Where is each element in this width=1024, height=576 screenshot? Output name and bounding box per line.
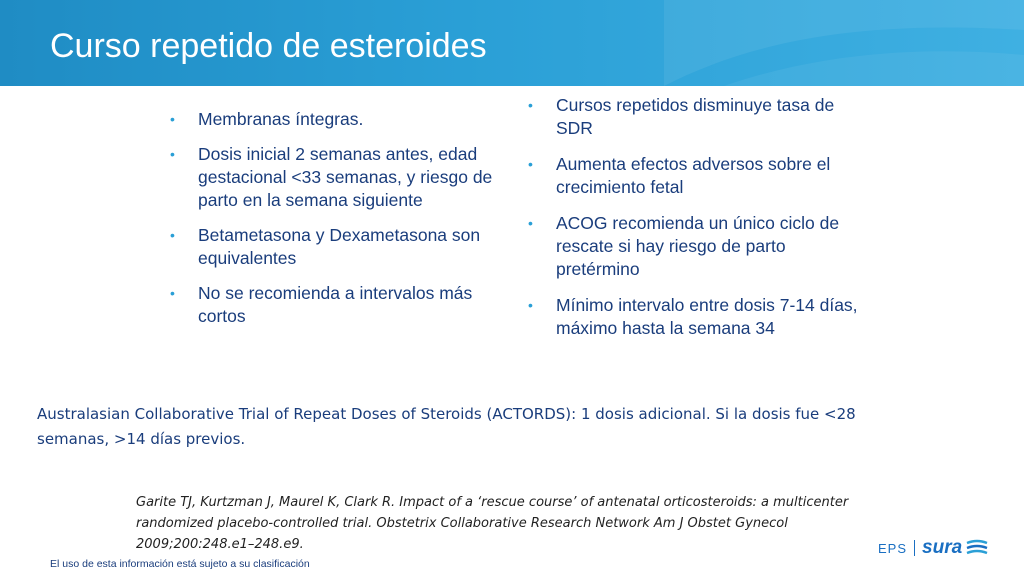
bullet-icon: • — [528, 297, 533, 313]
logo-eps-text: EPS — [878, 540, 908, 556]
list-item — [528, 212, 868, 281]
bullet-text: Betametasona y Dexametasona son equivalentes — [198, 225, 481, 268]
sura-wave-icon — [965, 539, 989, 557]
logo-brand-text: sura — [922, 537, 963, 558]
bullet-icon: • — [170, 227, 175, 243]
left-bullet-list — [170, 108, 500, 340]
right-bullet-list — [528, 94, 868, 353]
bullet-icon: • — [528, 215, 533, 231]
bullet-text: No se recomienda a intervalos más cortos — [198, 283, 473, 326]
list-item — [170, 108, 500, 131]
list-item — [170, 143, 500, 212]
bullet-text: Cursos repetidos disminuye tasa de SDR — [556, 95, 835, 138]
bullet-text: Aumenta efectos adversos sobre el crecimiento fetal — [556, 154, 831, 197]
bullet-icon: • — [170, 146, 175, 162]
actords-note: Australasian Collaborative Trial of Repeat Doses of Steroids (ACTORDS): 1 dosis adicional. Si la dosis fue <28 semanas, >14 días previos. — [37, 405, 856, 448]
list-item — [528, 294, 868, 340]
page-title: Curso repetido de esteroides — [50, 27, 487, 65]
bullet-icon: • — [528, 97, 533, 113]
bullet-text: Dosis inicial 2 semanas antes, edad gestacional <33 semanas, y riesgo de parto en la semana siguiente — [198, 144, 493, 210]
list-item — [528, 153, 868, 199]
reference-citation: Garite TJ, Kurtzman J, Maurel K, Clark R. Impact of a ‘rescue course’ of antenatal orticosteroids: a multicenter randomized placebo-controlled trial. Obstetrix Collaborative Research Network Am J Obstet Gynecol 2009;200:248.e1–248.e9. — [136, 495, 849, 552]
logo-divider — [914, 540, 915, 556]
footer-disclaimer: El uso de esta información está sujeto a su clasificación — [50, 558, 310, 570]
list-item — [528, 94, 868, 140]
bullet-text: Membranas íntegras. — [198, 109, 364, 129]
list-item — [170, 282, 500, 328]
bullet-icon: • — [170, 285, 175, 301]
bullet-icon: • — [170, 111, 175, 127]
decorative-wave-icon — [664, 0, 1024, 86]
list-item — [170, 224, 500, 270]
header-banner — [0, 0, 1024, 86]
bullet-text: Mínimo intervalo entre dosis 7-14 días, máximo hasta la semana 34 — [556, 295, 858, 338]
sura-logo — [878, 536, 989, 560]
bullet-icon: • — [528, 156, 533, 172]
bullet-text: ACOG recomienda un único ciclo de rescate si hay riesgo de parto pretérmino — [556, 213, 840, 279]
